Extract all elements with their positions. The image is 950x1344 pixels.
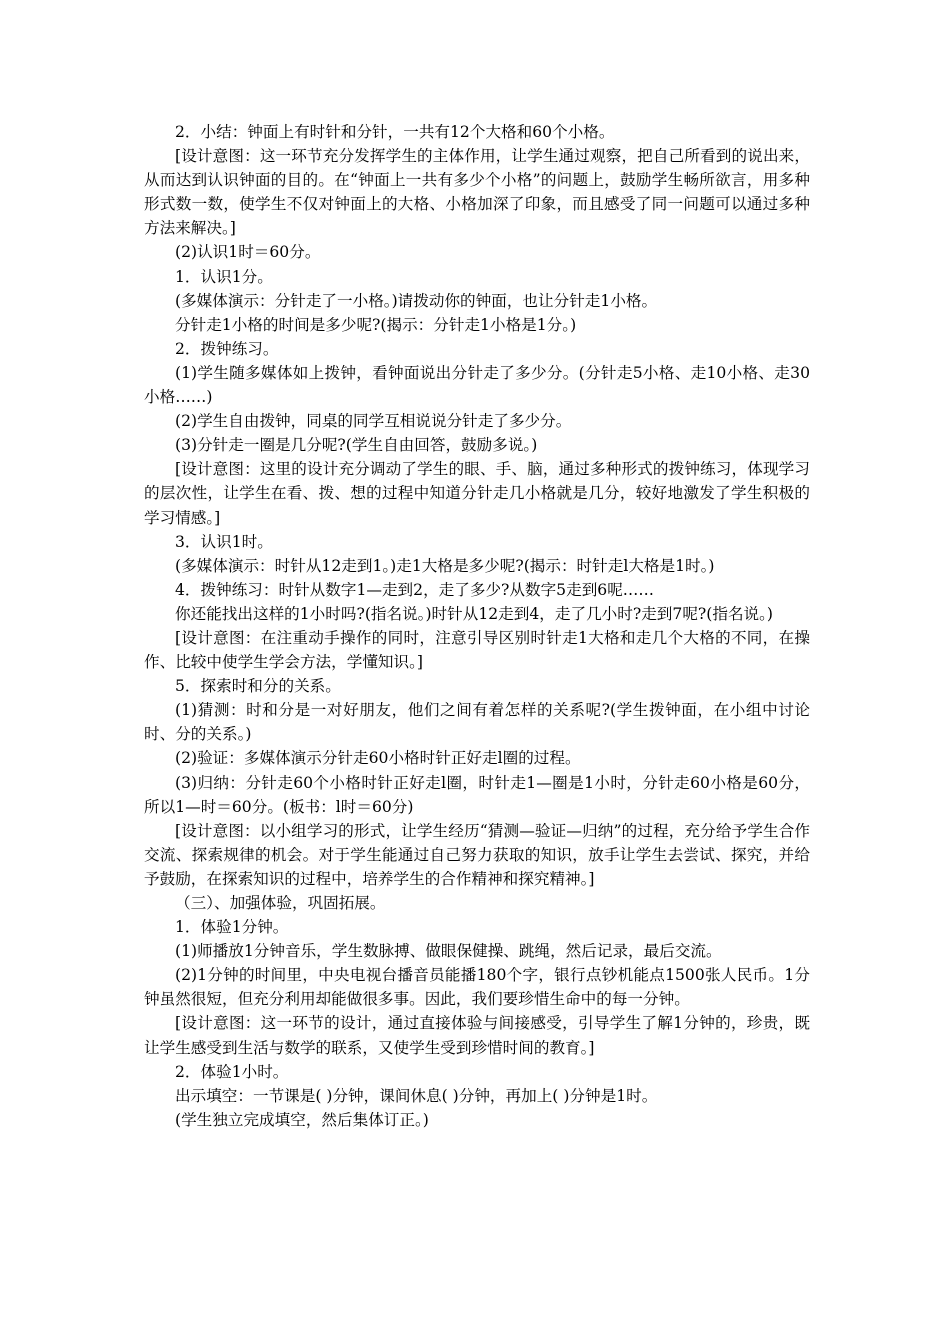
body-paragraph: (2)验证：多媒体演示分针走60小格时针正好走l圈的过程。 [175,749,581,768]
body-paragraph: (3)分针走一圈是几分呢?(学生自由回答，鼓励多说。) [175,436,538,455]
step-heading: 1．体验1分钟。 [175,918,289,937]
step-heading: 2．拨钟练习。 [175,339,279,358]
design-intent-paragraph: [设计意图：这一环节充分发挥学生的主体作用，让学生通过观察，把自己所看到的说出来，从而达到认识钟面的目的。在“钟面上一共有多少个小格”的问题上，鼓励学生畅所欲言，用多种形式数一数，使学生不仅对钟面上的大格、小格加深了印象，而且感受了同一问题可以通过多种方法来解决。] [144,147,810,238]
design-intent-paragraph: [设计意图：以小组学习的形式，让学生经历“猜测—验证—归纳”的过程，充分给予学生合作交流、探索规律的机会。对于学生能通过自己努力获取的知识，放手让学生去尝试、探究，并给予鼓励，在探索知识的过程中，培养学生的合作精神和探究精神。] [144,821,810,888]
body-paragraph: (多媒体演示：分针走了一小格。)请拨动你的钟面，也让分针走1小格。 [175,291,658,310]
design-intent-paragraph: [设计意图：在注重动手操作的同时，注意引导区别时针走1大格和走几个大格的不同，在操作、比较中使学生学会方法，学懂知识。] [144,628,810,672]
body-paragraph: 4．拨钟练习：时针从数字1—走到2，走了多少?从数字5走到6呢…… [175,580,654,599]
body-paragraph: (1)师播放1分钟音乐，学生数脉搏、做眼保健操、跳绳，然后记录，最后交流。 [175,942,722,961]
body-paragraph: (3)归纳：分针走60个小格时针正好走l圈，时针走1—圈是1小时，分针走60小格是60分，所以1—时＝60分。(板书：l时＝60分) [144,773,810,816]
body-paragraph: 分针走1小格的时间是多少呢?(揭示：分针走1小格是1分。) [175,315,577,334]
step-heading: 1．认识1分。 [175,267,273,286]
document-page [144,120,810,1132]
body-paragraph: (多媒体演示：时针从12走到1。)走1大格是多少呢?(揭示：时针走l大格是1时。) [175,556,715,575]
section-heading: (2)认识1时＝60分。 [175,243,321,262]
body-paragraph: (2)1分钟的时间里，中央电视台播音员能播180个字，银行点钞机能点1500张人民币。1分钟虽然很短，但充分利用却能做很多事。因此，我们要珍惜生命中的每一分钟。 [144,966,810,1009]
design-intent-paragraph: [设计意图：这一环节的设计，通过直接体验与间接感受，引导学生了解1分钟的，珍贵，既让学生感受到生活与数学的联系，又使学生受到珍惜时间的教育。] [144,1014,810,1057]
fill-in-blank-paragraph: 出示填空：一节课是( )分钟，课间休息( )分钟，再加上( )分钟是1时。 [175,1086,658,1105]
step-heading: 2．体验1小时。 [175,1062,289,1081]
body-paragraph: 你还能找出这样的1小时吗?(指名说。)时针从12走到4，走了几小时?走到7呢?(指名说。) [175,604,774,623]
section-heading: （三）、加强体验，巩固拓展。 [175,894,386,912]
body-paragraph: (学生独立完成填空，然后集体订正。) [175,1110,429,1129]
design-intent-paragraph: [设计意图：这里的设计充分调动了学生的眼、手、脑，通过多种形式的拨钟练习，体现学习的层次性，让学生在看、拨、想的过程中知道分针走几小格就是几分，较好地激发了学生积极的学习情感。] [144,460,810,527]
body-paragraph: (1)猜测：时和分是一对好朋友，他们之间有着怎样的关系呢?(学生拨钟面，在小组中讨论时、分的关系。) [144,701,810,744]
step-heading: 3．认识1时。 [175,532,273,551]
body-paragraph: (2)学生自由拨钟，同桌的同学互相说说分针走了多少分。 [175,412,572,431]
summary-paragraph: 2．小结：钟面上有时针和分针，一共有12个大格和60个小格。 [175,123,615,141]
step-heading: 5．探索时和分的关系。 [175,677,341,696]
body-paragraph: (1)学生随多媒体如上拨钟，看钟面说出分针走了多少分。(分针走5小格、走10小格、走30小格……) [144,363,810,407]
